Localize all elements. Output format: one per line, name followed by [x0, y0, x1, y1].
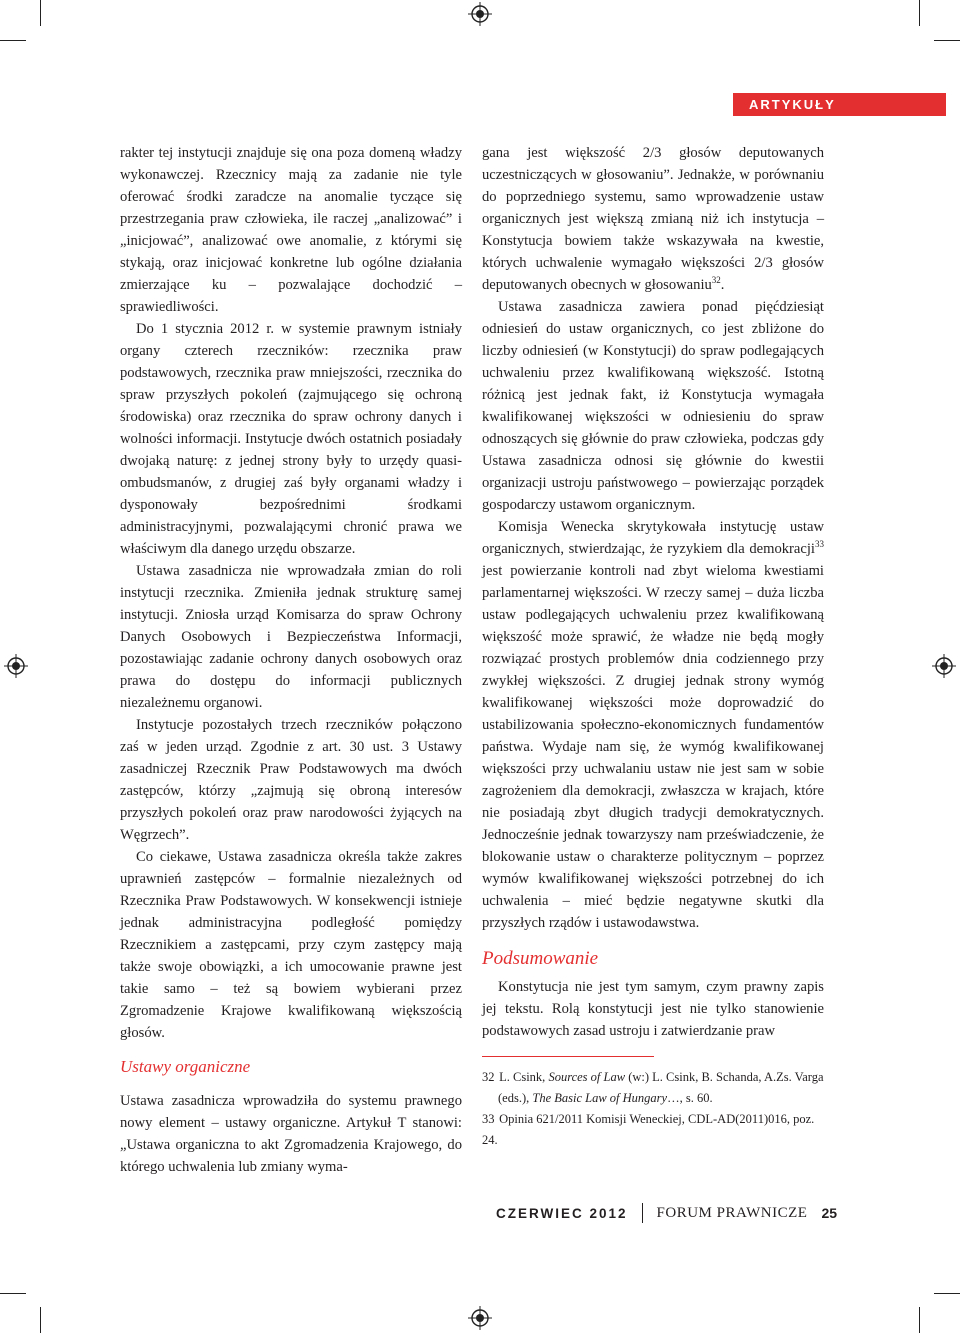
registration-mark-icon: [468, 2, 492, 26]
paragraph: Konstytucja nie jest tym samym, czym prawny zapis jej tekstu. Rolą konstytucji jest nie tylko stanowienie podstawowych zasad ustroju i zatwierdzanie praw: [482, 979, 824, 1039]
crop-mark: [40, 0, 41, 26]
registration-mark-icon: [4, 654, 28, 678]
section-heading: Ustawy organiczne: [120, 1057, 251, 1076]
magazine-title: FORUM PRAWNICZE: [656, 1204, 808, 1221]
paragraph: rakter tej instytucji znajduje się ona poza domeną władzy wykonawczej. Rzecznicy mają za zadanie nie tyle oferować środki zaradcze na anomalie tyczące się przestrzegania praw człowieka, ile raczej „analizować” i „inicjować”, analizować owe anomalie, z którymi się stykają, oraz inicjować konkretne lub ogólne działania zmierzające ku – pozwalające dochodzić – sprawiedliwości.: [120, 145, 462, 315]
page-number: 25: [821, 1205, 838, 1221]
paragraph: Do 1 stycznia 2012 r. w systemie prawnym istniały organy czterech rzeczników: rzecznika praw podstawowych, rzecznika praw mniejszości, rzecznika do spraw przyszłych pokoleń (zajmującego się ochroną środowiska) oraz rzecznika do spraw ochrony danych i wolności informacji. Instytucje dwóch ostatnich posiadały dwojaką naturę: z jednej strony były to urzędy quasi-ombudsmanów, z drugiej zaś były organami władzy i dysponowały bezpośrednimi środkami administracyjnymi, pozwalającymi chronić prawa we właściwym dla danego urzędu obszarze.: [120, 321, 462, 557]
right-column: [482, 142, 824, 1151]
paragraph: Ustawa zasadnicza wprowadziła do systemu prawnego nowy element – ustawy organiczne. Artykuł T stanowi: „Ustawa organiczna to akt Zgromadzenia Krajowego, do którego uchwalenia lub zmiany wyma-: [120, 1093, 462, 1175]
crop-mark: [0, 40, 26, 41]
footnote: [482, 1109, 824, 1151]
paragraph: [482, 516, 824, 934]
paragraph-text: Komisja Wenecka skrytykowała instytucję ustaw organicznych, stwierdzając, że ryzykiem dla demokracji: [482, 519, 824, 557]
paragraph: Ustawa zasadnicza nie wprowadzała zmian do roli instytucji rzecznika. Zmieniła jednak strukturę samej instytucji. Zniosła urząd Komisarza do spraw Ochrony Danych Osobowych i Bezpieczeństwa Informacji, pozostawiając zadanie ochrony danych osobowych oraz prawa do dostępu do informacji publicznych niezależnemu organowi.: [120, 563, 462, 711]
footnote: [482, 1067, 824, 1109]
section-label: ARTYKUŁY: [733, 93, 946, 116]
footnote-text: Opinia 621/2011 Komisji Weneckiej, CDL-AD(2011)016, poz. 24.: [482, 1112, 815, 1147]
section-heading: Podsumowanie: [482, 948, 599, 969]
paragraph-text: gana jest większość 2/3 głosów deputowanych uczestniczących w głosowaniu”. Jednakże, w porównaniu do poprzedniego systemu, samo wprowadzenie ustaw organicznych jest większą zmianą niż ich instytucja – Konstytucja bowiem także wskazywała na kwestie, których uchwalenie wymagało większości 2/3 głosów deputowanych obecnych w głosowaniu: [482, 145, 824, 293]
footnote-title: The Basic Law of Hungary: [532, 1091, 668, 1105]
footnote-title: Sources of Law: [548, 1070, 626, 1084]
issue-date: CZERWIEC 2012: [496, 1205, 628, 1221]
paragraph: Co ciekawe, Ustawa zasadnicza określa także zakres uprawnień zastępców – formalnie niezależnych od Rzecznika Praw Podstawowych. W konsekwencji istnieje jednak administracyjna podległość pomiędzy Rzecznikiem a zastępcami, przy czym zastępcy mają także swoje obowiązki, a ich umocowanie prawne jest takie samo – też są bowiem wybierani przez Zgromadzenie Krajowe kwalifikowaną większością głosów.: [120, 849, 462, 1041]
paragraph: [482, 142, 824, 296]
paragraph: Ustawa zasadnicza zawiera ponad pięćdziesiąt odniesień do ustaw organicznych, co jest zbliżone do liczby odniesień (w Konstytucji) do spraw podlegających uchwaleniu przez kwalifikowaną większość. Istotną różnicą jest jednak fakt, iż Konstytucja wymagała kwalifikowanej większości w odniesieniu do spraw odnoszących się głównie do praw człowieka, podczas gdy Ustawa zasadnicza odnosi się głównie do kwestii organizacji ustroju państwowego – powierzając porządek gospodarczy ustawom organicznym.: [482, 299, 824, 513]
paragraph-text: jest powierzanie kontroli nad zbyt wieloma kwestiami parlamentarnej większości. W rzeczy samej – duża liczba ustaw podlegających uchwaleniu przez kwalifikowaną większość może sprawić, że władze nie będą mogły rozwiązać prostych problemów dnia codziennego przy zwykłej większości. Z drugiej jednak strony wymóg kwalifikowanej większości może doprowadzić do ustabilizowania społeczno-ekonomicznych fundamentów państwa. Wydaje nam się, że wymóg kwalifikowanej większości przy uchwalaniu ustaw nie jest sam w sobie zagrożeniem dla demokracji, zwłaszcza w krajach, które nie posiadają zbyt długich tradycji demokratycznych. Jednocześnie jednak towarzyszy nam przeświadczenie, że blokowanie ustaw o charakterze politycznym – poprzez wymów kwalifikowanej większości potrzebnej do ich uchwalenia – mieć będzie negatywne skutki dla przyszłych rządów i ustawodawstwa.: [482, 563, 824, 931]
crop-mark: [919, 1307, 920, 1333]
registration-mark-icon: [932, 654, 956, 678]
footnote-ref[interactable]: 32: [711, 275, 721, 286]
footnote-text: (w:) L. Csink, B. Schanda, A.Zs. Varga: [625, 1070, 824, 1084]
crop-mark: [934, 1293, 960, 1294]
crop-mark: [934, 40, 960, 41]
footnote-text: (eds.),: [498, 1091, 533, 1105]
footnote-number: 33: [482, 1112, 495, 1126]
footer-divider: [642, 1203, 643, 1223]
footnote-text: L. Csink,: [499, 1070, 549, 1084]
page-footer: [496, 1202, 837, 1224]
footnote-divider: [482, 1056, 654, 1057]
crop-mark: [919, 0, 920, 26]
crop-mark: [0, 1293, 26, 1294]
paragraph-text: .: [720, 277, 725, 293]
paragraph: Instytucje pozostałych trzech rzeczników połączono zaś w jeden urząd. Zgodnie z art. 30 ust. 3 Ustawy zasadniczej Rzecznik Praw Podstawowych ma dwóch zastępców, którzy „zajmują się obroną interesów przyszłych pokoleń oraz praw narodowości żyjących na Węgrzech”.: [120, 717, 462, 843]
registration-mark-icon: [468, 1306, 492, 1330]
crop-mark: [40, 1307, 41, 1333]
left-column: [120, 142, 462, 1178]
footnote-ref[interactable]: 33: [815, 539, 824, 550]
footnote-number: 32: [482, 1070, 495, 1084]
footnote-text: …, s. 60.: [667, 1091, 713, 1105]
